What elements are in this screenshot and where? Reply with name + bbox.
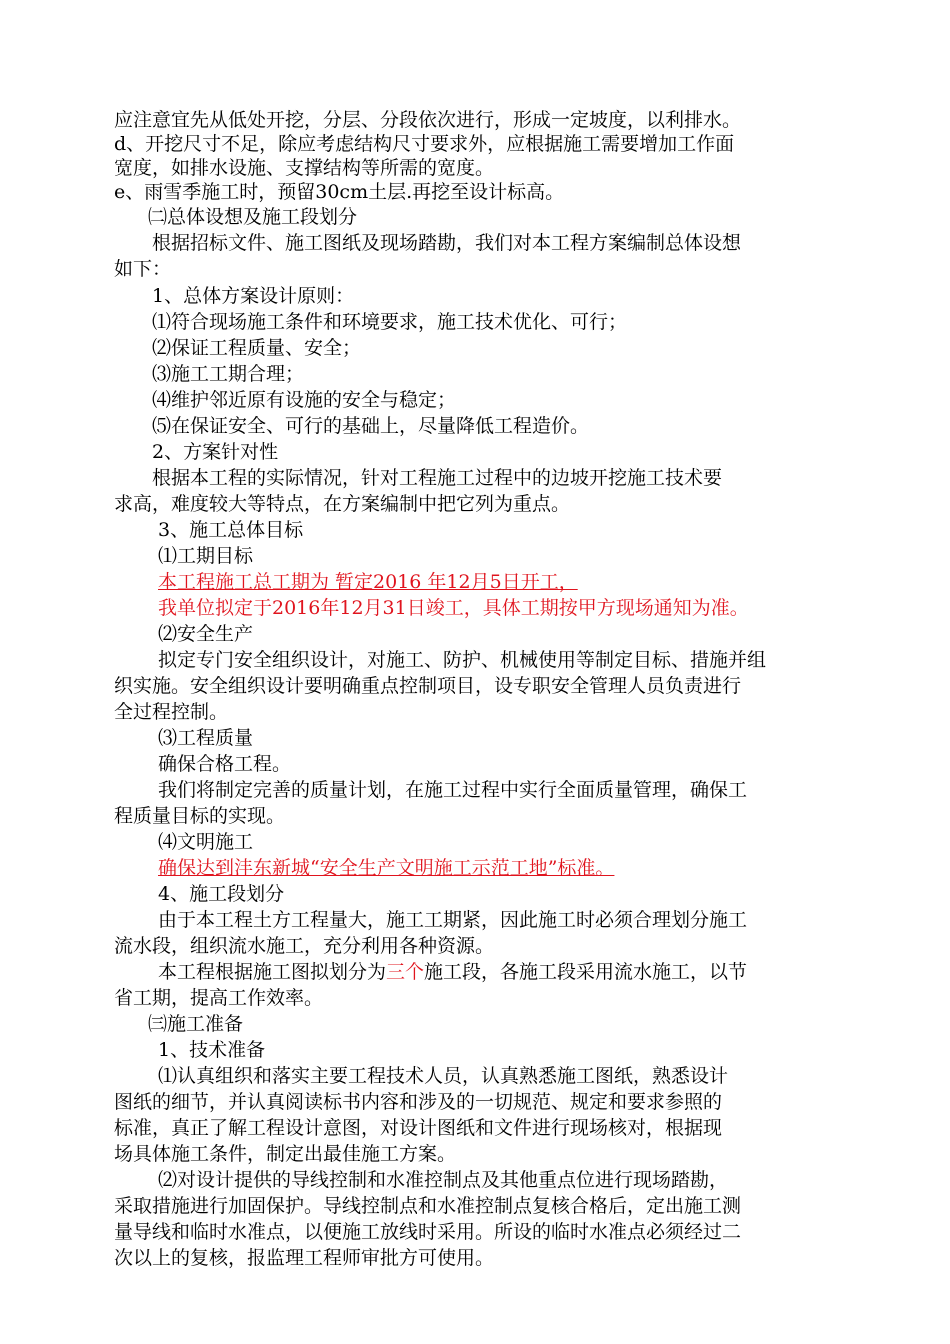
list-item: ⑷维护邻近原有设施的安全与稳定；	[152, 389, 457, 411]
section-heading: ㈢施工准备	[148, 1013, 244, 1035]
subheading: 3、施工总体目标	[158, 519, 304, 541]
text-line: 宽度，如排水设施、支撑结构等所需的宽度。	[114, 157, 495, 179]
text-line: 如下：	[114, 258, 172, 280]
list-item: ⑴工期目标	[158, 545, 254, 567]
list-item: ⑶施工工期合理；	[152, 363, 305, 385]
text-line: 拟定专门安全组织设计，对施工、防护、机械使用等制定目标、措施并组	[158, 649, 767, 671]
text-line: 确保合格工程。	[158, 753, 292, 775]
text-line: 次以上的复核，报监理工程师审批方可使用。	[114, 1247, 495, 1269]
text-line: 场具体施工条件，制定出最佳施工方案。	[114, 1143, 457, 1165]
subheading: 4、施工段划分	[158, 883, 285, 905]
text-line: 由于本工程土方工程量大，施工工期紧，因此施工时必须合理划分施工	[158, 909, 748, 931]
list-item: ⑵保证工程质量、安全；	[152, 337, 362, 359]
civilized-construction-line: 确保达到沣东新城“安全生产文明施工示范工地”标准。	[158, 857, 615, 879]
subheading: 1、技术准备	[158, 1039, 266, 1061]
text-line: d、开挖尺寸不足，除应考虑结构尺寸要求外，应根据施工需要增加工作面	[114, 133, 735, 155]
list-item: ⑴认真组织和落实主要工程技术人员，认真熟悉施工图纸，熟悉设计	[158, 1065, 729, 1087]
schedule-end-line: 我单位拟定于2016年12月31日竣工，具体工期按甲方现场通知为准。	[158, 597, 749, 619]
subheading: 2、方案针对性	[152, 441, 279, 463]
text-line: 采取措施进行加固保护。导线控制点和水准控制点复核合格后，定出施工测	[114, 1195, 742, 1217]
text-line: 根据招标文件、施工图纸及现场踏勘，我们对本工程方案编制总体设想	[152, 232, 742, 254]
text-line: 流水段，组织流水施工，充分利用各种资源。	[114, 935, 495, 957]
text-line: 我们将制定完善的质量计划，在施工过程中实行全面质量管理，确保工	[158, 779, 748, 801]
section-heading: ㈡总体设想及施工段划分	[148, 206, 358, 228]
list-item: ⑶工程质量	[158, 727, 254, 749]
text-line: 求高，难度较大等特点，在方案编制中把它列为重点。	[114, 493, 571, 515]
subheading: 1、总体方案设计原则：	[152, 285, 355, 307]
text-line: e、雨雪季施工时，预留30cm土层.再挖至设计标高。	[114, 181, 565, 203]
text-line: 全过程控制。	[114, 701, 229, 723]
schedule-start-line: 本工程施工总工期为 暂定2016 年12月5日开工，	[158, 571, 578, 593]
list-item: ⑴符合现场施工条件和环境要求，施工技术优化、可行；	[152, 311, 628, 333]
text-line: 织实施。安全组织设计要明确重点控制项目，设专职安全管理人员负责进行	[114, 675, 742, 697]
text-line	[158, 960, 747, 984]
text-line: 省工期，提高工作效率。	[114, 987, 324, 1009]
list-item: ⑷文明施工	[158, 831, 254, 853]
text-line: 根据本工程的实际情况，针对工程施工过程中的边坡开挖施工技术要	[152, 467, 723, 489]
text-line: 应注意宜先从低处开挖，分层、分段依次进行，形成一定坡度，以利排水。	[114, 109, 742, 131]
list-item: ⑸在保证安全、可行的基础上，尽量降低工程造价。	[152, 415, 590, 437]
text-segment: 施工段，各施工段采用流水施工，以节	[424, 961, 748, 983]
text-line: 标准，真正了解工程设计意图，对设计图纸和文件进行现场核对，根据现	[114, 1117, 723, 1139]
text-line: 量导线和临时水准点，以便施工放线时采用。所设的临时水准点必须经过二	[114, 1221, 742, 1243]
text-segment: 本工程根据施工图拟划分为	[158, 961, 387, 983]
text-line: 图纸的细节，并认真阅读标书内容和涉及的一切规范、规定和要求参照的	[114, 1091, 723, 1113]
highlight-segment: 三个	[386, 961, 425, 983]
list-item: ⑵安全生产	[158, 623, 254, 645]
text-line: 程质量目标的实现。	[114, 805, 286, 827]
list-item: ⑵对设计提供的导线控制和水准控制点及其他重点位进行现场踏勘，	[158, 1169, 729, 1191]
